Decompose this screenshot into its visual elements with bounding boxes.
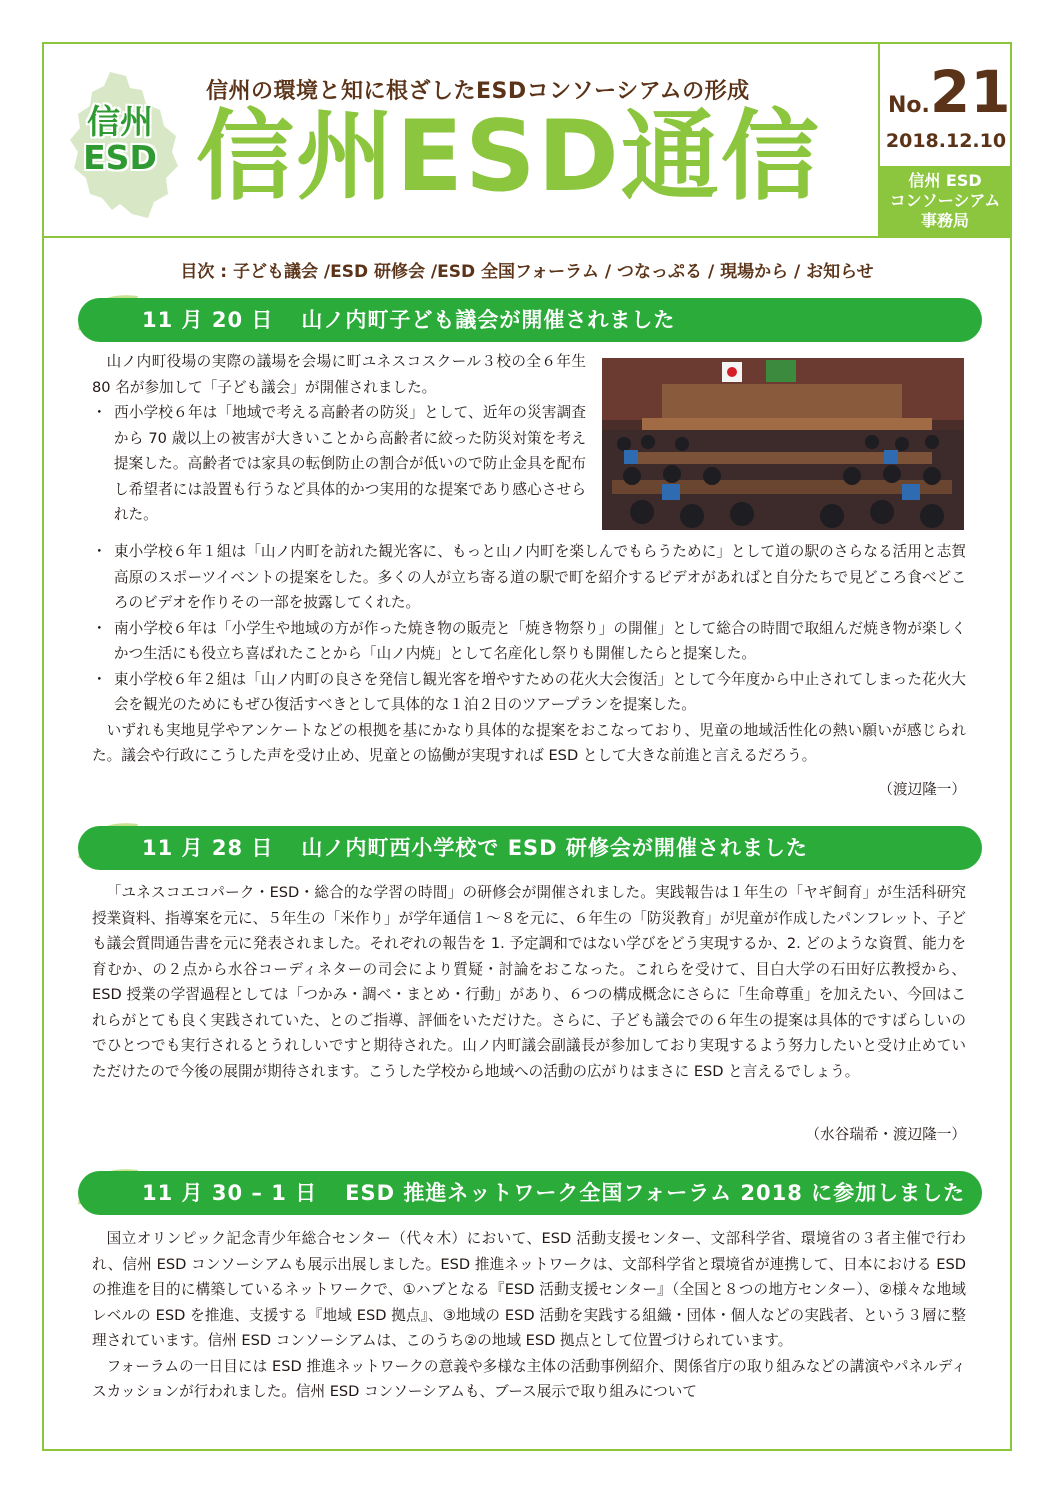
closing-paragraph: いずれも実地見学やアンケートなどの根拠を基にかなり具体的な提案をおこなっており、児童の地域活性化の熱い願いが感じられた。議会や行政にこうした声を受け止め、児童との協働が実現すれば ESD として大きな前進と言えるだろう。 (92, 721, 966, 764)
section-date: 11 月 20 日 (142, 308, 274, 332)
publisher-badge (880, 166, 1010, 236)
publisher-line: 事務局 (920, 211, 969, 230)
publisher-line: 信州 ESD (908, 171, 982, 190)
issue-number (888, 58, 1011, 126)
section-title: ESD 推進ネットワーク全国フォーラム 2018 に参加しました (345, 1181, 966, 1205)
list-item: ・ 東小学校６年２組は「山ノ内町の良さを発信し観光客を増やすための花火大会復活」として今年度から中止されてしまった花火大会を観光のためにもぜひ復活すべきとして具体的な１泊２日のツアープランを提案した。 (92, 667, 966, 718)
list-item: ・ 西小学校６年は「地域で考える高齢者の防災」として、近年の災害調査から 70 歳以上の被害が大きいことから高齢者に絞った防災対策を考え提案した。高齢者では家具の転倒防止の割合が低いので防止金具を配布し希望者には設置も行うなど具体的かつ実用的な提案であり感心させられた。 (92, 400, 586, 528)
section-2-text (92, 880, 966, 1084)
publisher-line: コンソーシアム (889, 191, 1001, 210)
bullet-list (92, 539, 966, 718)
section-1-upper-text (92, 349, 586, 528)
section-title: 山ノ内町西小学校で ESD 研修会が開催されました (301, 836, 808, 860)
table-of-contents: 目次 : 子ども議会 /ESD 研修会 /ESD 全国フォーラム / つなっぷる / 現場から / お知らせ (180, 262, 874, 282)
section-header-3 (78, 1171, 982, 1215)
logo-text: 信州 ESD (83, 102, 157, 177)
section-3-text (92, 1226, 966, 1405)
council-photo (602, 358, 964, 530)
list-item: ・ 東小学校６年１組は「山ノ内町を訪れた観光客に、もっと山ノ内町を楽しんでもらうために」として道の駅のさらなる活用と志賀高原のスポーツイベントの提案をした。多くの人が立ち寄る道の駅で町を紹介するビデオがあればと自分たちで見どころ食べどころのビデオを作りその一部を披露してくれた。 (92, 539, 966, 616)
section-header-1 (78, 298, 982, 342)
author-credit: （渡辺隆一） (878, 781, 966, 798)
issue-label: No. (888, 93, 930, 118)
intro-paragraph: 山ノ内町役場の実際の議場を会場に町ユネスコスクール３校の全６年生 80 名が参加して「子ども議会」が開催されました。 (92, 353, 586, 396)
body-paragraph: フォーラムの一日目には ESD 推進ネットワークの意義や多様な主体の活動事例紹介、関係省庁の取り組みなどの講演やパネルディスカッションが行われました。信州 ESD コンソーシアムも、ブース展示で取り組みについて (92, 1357, 966, 1400)
bullet-list (92, 400, 586, 528)
section-title: 山ノ内町子ども議会が開催されました (301, 308, 676, 332)
issue-date: 2018.12.10 (885, 130, 1007, 152)
section-date: 11 月 28 日 (142, 836, 274, 860)
issue-num: 21 (929, 58, 1011, 126)
body-paragraph: 国立オリンピック記念青少年総合センター（代々木）において、ESD 活動支援センター、文部科学省、環境省の３者主催で行われ、信州 ESD コンソーシアムも展示出展しました。ESD 推進ネットワークは、文部科学省と環境省が連携して、日本における ESD の推進を目的に構築しているネットワークで、①ハブとなる『ESD 活動支援センター』（全国と８つの地方センター）、②様々な地域レベルの ESD を推進、支援する『地域 ESD 拠点』、③地域の ESD 活動を実践する組織・団体・個人などの実践者、という３層に整理されています。信州 ESD コンソーシアムは、このうち②の地域 ESD 拠点として位置づけられています。 (92, 1230, 966, 1349)
section-date: 11 月 30 – 1 日 (142, 1181, 318, 1205)
author-credit: （水谷瑞希・渡辺隆一） (805, 1126, 966, 1143)
newsletter-title: 信州ESD通信 (196, 100, 821, 214)
section-1-lower-text (92, 539, 966, 769)
section-header-2 (78, 826, 982, 870)
body-paragraph: 「ユネスコエコパーク・ESD・総合的な学習の時間」の研修会が開催されました。実践報告は１年生の「ヤギ飼育」が生活科研究授業資料、指導案を元に、５年生の「米作り」が学年通信１～８を元に、６年生の「防災教育」が児童が作成したパンフレット、子ども議会質問通告書を元に発表されました。それぞれの報告を 1. 予定調和ではない学びをどう実現するか、2. どのような資質、能力を育むか、の２点から水谷コーディネターの司会により質疑・討論をおこなった。これらを受けて、目白大学の石田好広教授から、ESD 授業の学習過程としては「つかみ・調べ・まとめ・行動」があり、６つの構成概念にさらに「生命尊重」を加えたい、今回はこれらがとても良く実践されていた、とのご指導、評価をいただけた。さらに、子ども議会での６年生の提案は具体的ですばらしいのでひとつでも実行されるとうれしいですと期待された。山ノ内町議会副議長が参加しており実現するよう努力したいと受け止めていただけたので今後の展開が期待されます。こうした学校から地域への活動の広がりはまさに ESD と言えるでしょう。 (92, 884, 966, 1080)
masthead-divider (42, 236, 1012, 238)
tagline: 信州の環境と知に根ざしたESDコンソーシアムの形成 (206, 79, 750, 104)
list-item: ・ 南小学校６年は「小学生や地域の方が作った焼き物の販売と「焼き物祭り」の開催」として総合の時間で取組んだ焼き物が楽しくかつ生活にも役立ち喜ばれたことから「山ノ内焼」として名産化し祭りも開催したらと提案した。 (92, 616, 966, 667)
